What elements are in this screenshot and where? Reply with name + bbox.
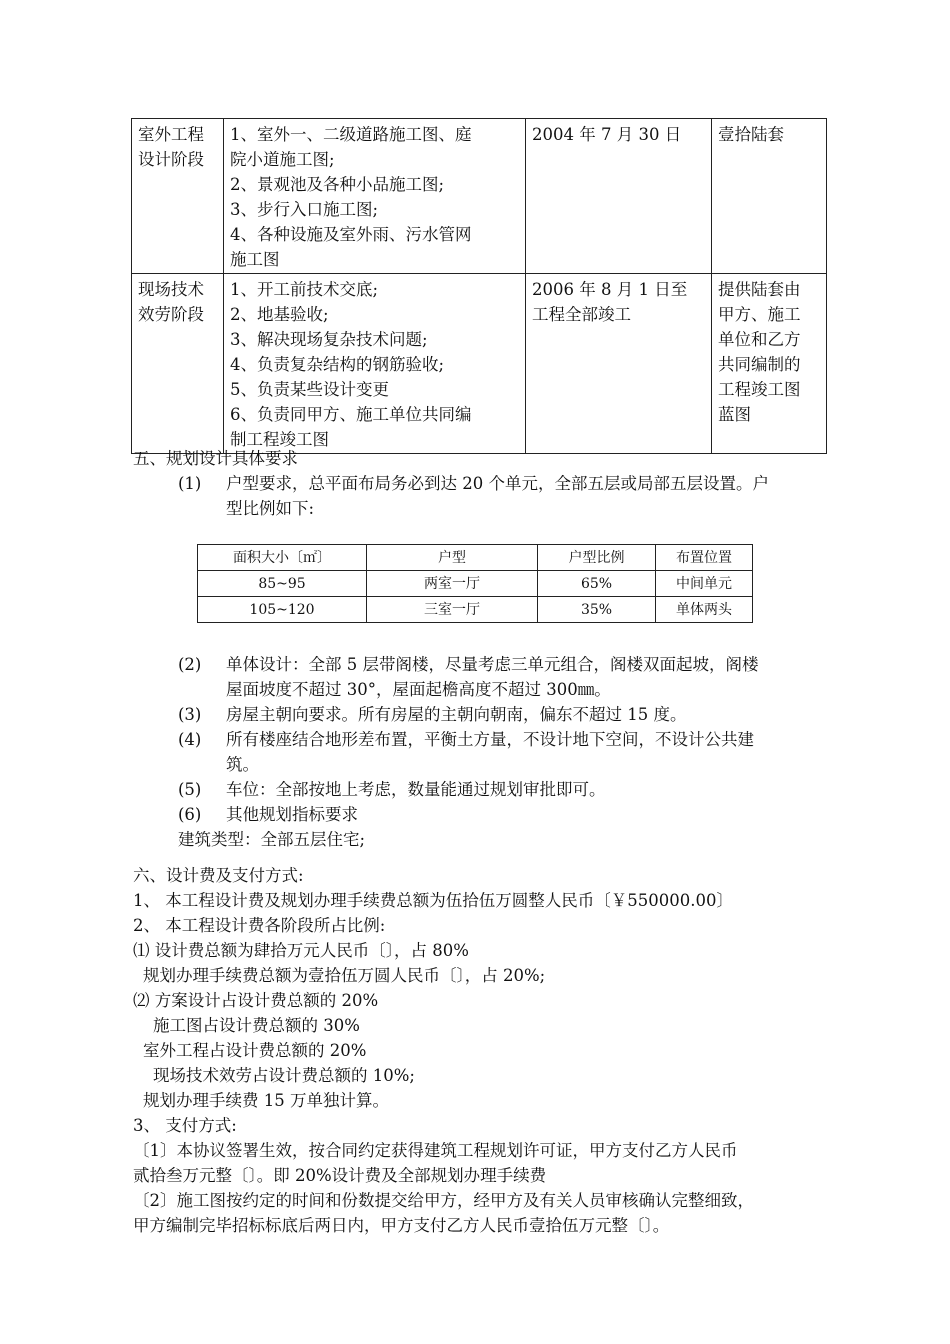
date-line: 工程全部竣工 <box>532 305 631 324</box>
content-cell <box>224 119 526 274</box>
item4-number: (4) <box>178 730 202 749</box>
content-line: 院小道施工图; <box>230 150 335 169</box>
content-line: 3、步行入口施工图; <box>230 200 379 219</box>
item2-number: (2) <box>178 655 202 674</box>
column-header: 户型 <box>367 545 538 571</box>
section5-heading: 五、规划设计具体要求 <box>133 449 298 468</box>
table-cell: 65% <box>538 571 656 597</box>
column-header: 面积大小〔㎡〕 <box>198 545 367 571</box>
stage-label: 现场技术 <box>138 280 204 299</box>
fee-design-total: ⑴ 设计费总额为肆拾万元人民币〔〕，占 80% <box>133 941 469 960</box>
copies-line: 提供陆套由 <box>718 280 801 299</box>
content-line: 2、地基验收; <box>230 305 329 324</box>
fee-total: 1、 本工程设计费及规划办理手续费总额为伍拾伍万圆整人民币〔￥550000.00〕 <box>133 891 733 910</box>
content-cell <box>224 274 526 454</box>
fee-site-service: 现场技术效劳占设计费总额的 10%; <box>153 1066 415 1085</box>
date-line: 2006 年 8 月 1 日至 <box>532 280 688 299</box>
copies-line: 共同编制的 <box>718 355 801 374</box>
stage-cell <box>132 119 224 274</box>
content-line: 1、室外一、二级道路施工图、庭 <box>230 125 472 144</box>
table-cell: 35% <box>538 597 656 623</box>
copies-cell <box>712 119 827 274</box>
payment-clause-2-cont: 甲方编制完毕招标标底后两日内，甲方支付乙方人民币壹拾伍万元整〔〕。 <box>133 1216 670 1235</box>
content-line: 制工程竣工图 <box>230 430 329 449</box>
stage-label: 室外工程 <box>138 125 204 144</box>
stage-label: 效劳阶段 <box>138 305 204 324</box>
content-line: 1、开工前技术交底; <box>230 280 379 299</box>
content-line: 5、负责某些设计变更 <box>230 380 389 399</box>
column-header: 布置位置 <box>656 545 753 571</box>
copies-line: 甲方、施工 <box>718 305 801 324</box>
date-cell <box>526 119 712 274</box>
content-line: 6、负责同甲方、施工单位共同编 <box>230 405 472 424</box>
table-cell: 两室一厅 <box>367 571 538 597</box>
payment-heading: 3、 支付方式: <box>133 1116 237 1135</box>
copies-line: 壹拾陆套 <box>718 125 784 144</box>
table-cell: 85~95 <box>198 571 367 597</box>
design-stage-table <box>131 118 827 454</box>
table-row <box>132 119 827 274</box>
item3-number: (3) <box>178 705 202 724</box>
content-line: 4、负责复杂结构的钢筋验收; <box>230 355 445 374</box>
copies-line: 单位和乙方 <box>718 330 801 349</box>
copies-line: 工程竣工图 <box>718 380 801 399</box>
content-line: 施工图 <box>230 250 280 269</box>
item1-number: (1) <box>178 474 202 493</box>
item2-text-cont: 屋面坡度不超过 30°，屋面起檐高度不超过 300㎜。 <box>226 680 611 699</box>
building-type: 建筑类型：全部五层住宅; <box>178 830 366 849</box>
item5-text: 车位：全部按地上考虑，数量能通过规划审批即可。 <box>226 780 606 799</box>
table-cell: 单体两头 <box>656 597 753 623</box>
item1-text-cont: 型比例如下: <box>226 499 315 518</box>
payment-clause-2: 〔2〕施工图按约定的时间和份数提交给甲方，经甲方及有关人员审核确认完整细致， <box>133 1191 754 1210</box>
table-cell: 三室一厅 <box>367 597 538 623</box>
date-line: 2004 年 7 月 30 日 <box>532 125 682 144</box>
content-line: 3、解决现场复杂技术问题; <box>230 330 428 349</box>
item6-number: (6) <box>178 805 202 824</box>
unit-type-table <box>197 544 753 623</box>
table-row <box>198 597 753 623</box>
item4-text-cont: 筑。 <box>226 755 259 774</box>
item1-text: 户型要求，总平面布局务必到达 20 个单元，全部五层或局部五层设置。户 <box>226 474 769 493</box>
fee-planning-total: 规划办理手续费总额为壹拾伍万圆人民币〔〕，占 20%; <box>143 966 546 985</box>
section6-heading: 六、设计费及支付方式: <box>133 866 304 885</box>
table-row <box>198 571 753 597</box>
stage-cell <box>132 274 224 454</box>
item5-number: (5) <box>178 780 202 799</box>
content-line: 4、各种设施及室外雨、污水管网 <box>230 225 472 244</box>
table-row <box>132 274 827 454</box>
table-cell: 105~120 <box>198 597 367 623</box>
fee-outdoor: 室外工程占设计费总额的 20% <box>143 1041 367 1060</box>
table-header-row <box>198 545 753 571</box>
copies-line: 蓝图 <box>718 405 751 424</box>
item6-text: 其他规划指标要求 <box>226 805 358 824</box>
payment-clause-1: 〔1〕本协议签署生效，按合同约定获得建筑工程规划许可证，甲方支付乙方人民币 <box>133 1141 738 1160</box>
item4-text: 所有楼座结合地形差布置，平衡土方量，不设计地下空间，不设计公共建 <box>226 730 754 749</box>
fee-construction-drawing: 施工图占设计费总额的 30% <box>153 1016 360 1035</box>
fee-scheme: ⑵ 方案设计占设计费总额的 20% <box>133 991 379 1010</box>
copies-cell <box>712 274 827 454</box>
fee-planning-separate: 规划办理手续费 15 万单独计算。 <box>143 1091 389 1110</box>
stage-label: 设计阶段 <box>138 150 204 169</box>
fee-ratio-heading: 2、 本工程设计费各阶段所占比例: <box>133 916 386 935</box>
table-cell: 中间单元 <box>656 571 753 597</box>
content-line: 2、景观池及各种小品施工图; <box>230 175 445 194</box>
payment-clause-1-cont: 贰拾叁万元整〔〕。即 20%设计费及全部规划办理手续费 <box>133 1166 547 1185</box>
item2-text: 单体设计：全部 5 层带阁楼，尽量考虑三单元组合，阁楼双面起坡，阁楼 <box>226 655 759 674</box>
column-header: 户型比例 <box>538 545 656 571</box>
date-cell <box>526 274 712 454</box>
item3-text: 房屋主朝向要求。所有房屋的主朝向朝南，偏东不超过 15 度。 <box>226 705 687 724</box>
